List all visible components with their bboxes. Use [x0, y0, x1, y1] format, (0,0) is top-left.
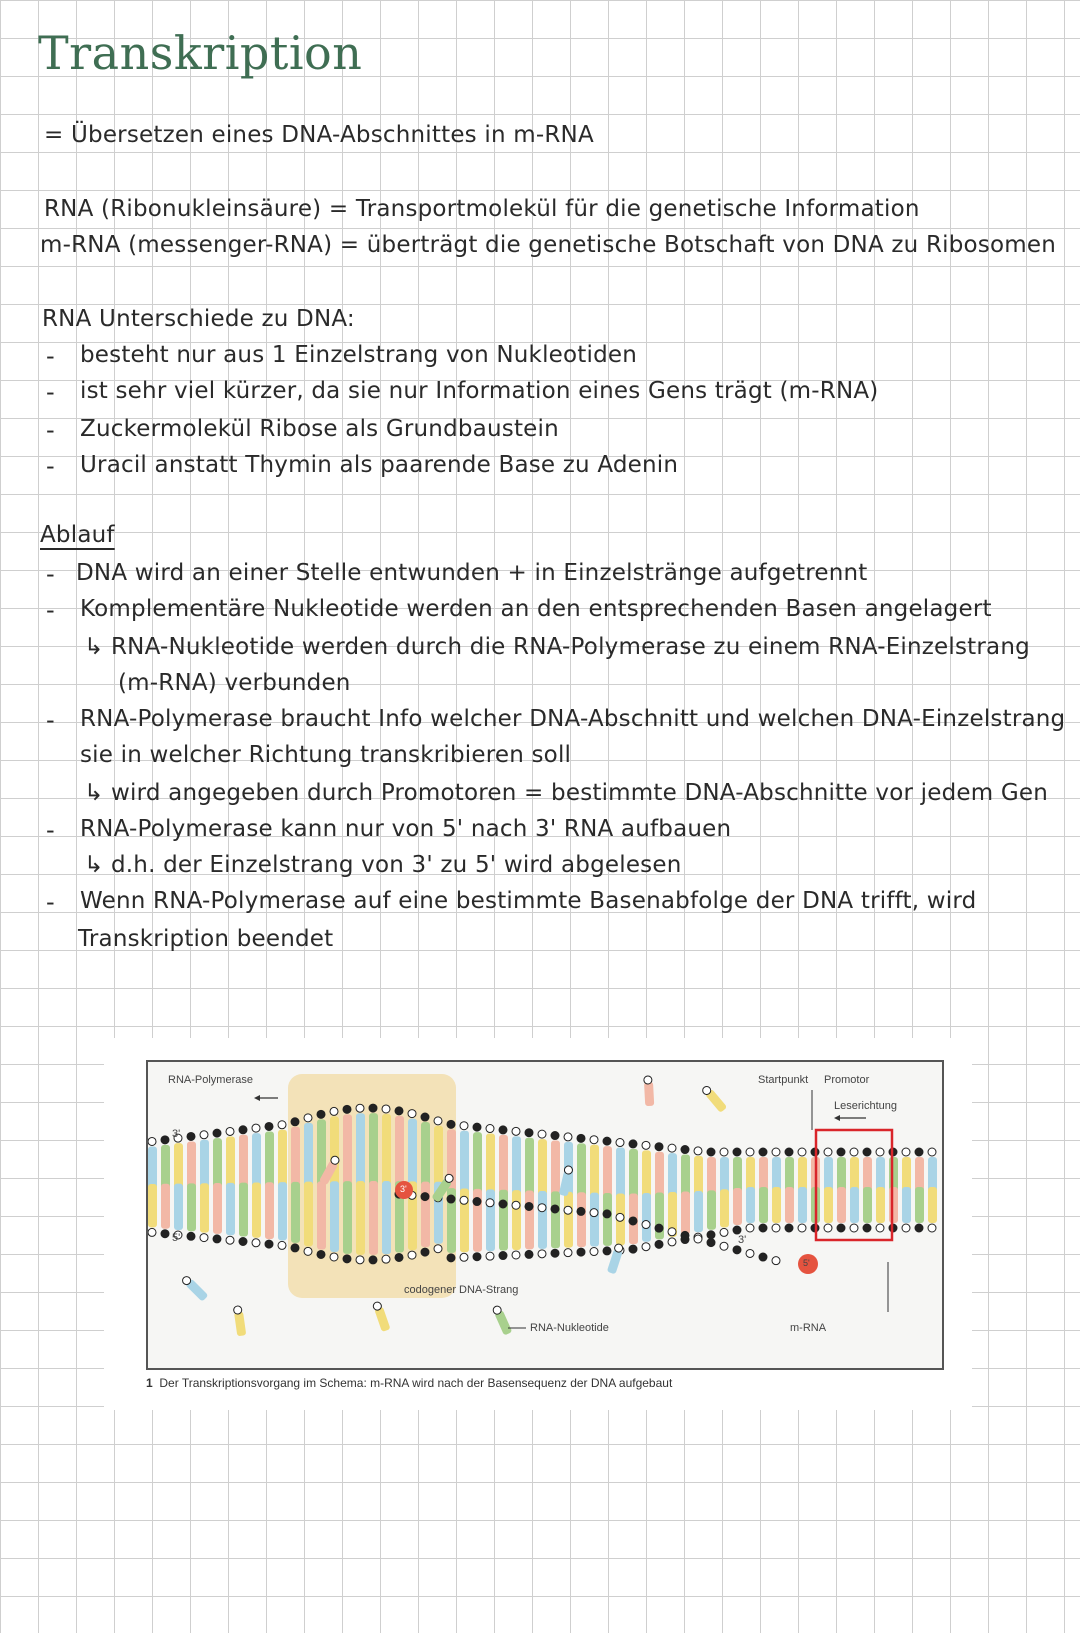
caption-text: Der Transkriptionsvorgang im Schema: m-RNA wird nach der Basensequenz der DNA aufgebaut — [159, 1376, 673, 1390]
backbone-bead — [655, 1143, 663, 1151]
label-five-prime-rna: 5' — [803, 1258, 810, 1268]
nucleotide-base — [538, 1139, 547, 1197]
backbone-bead — [629, 1245, 637, 1253]
backbone-bead — [629, 1140, 637, 1148]
bullet-dash: - — [46, 596, 55, 624]
nucleotide-base — [148, 1146, 157, 1189]
backbone-bead — [421, 1113, 429, 1121]
nucleotide-base — [694, 1156, 703, 1197]
rna-bead — [512, 1201, 520, 1209]
label-polymerase: RNA-Polymerase — [168, 1074, 253, 1086]
nucleotide-base — [421, 1182, 430, 1248]
rna-bead — [720, 1242, 728, 1250]
backbone-bead — [538, 1250, 546, 1258]
backbone-bead — [200, 1131, 208, 1139]
nucleotide-base — [681, 1192, 690, 1235]
label-three-prime: 3' — [172, 1128, 181, 1140]
nucleotide-base — [538, 1191, 547, 1249]
free-nucleotide — [701, 1084, 727, 1113]
backbone-bead — [837, 1148, 845, 1156]
backbone-bead — [928, 1148, 936, 1156]
page-title: Transkription — [38, 26, 363, 80]
nucleotide-base — [512, 1136, 521, 1196]
ablauf-subitem: ↳ d.h. der Einzelstrang von 3' zu 5' wird abgelesen — [84, 852, 682, 878]
backbone-bead — [265, 1240, 273, 1248]
nucleotide-base — [434, 1126, 443, 1188]
backbone-bead — [148, 1228, 156, 1236]
backbone-bead — [161, 1230, 169, 1238]
nucleotide-base — [382, 1181, 391, 1254]
nucleotide-base — [889, 1187, 898, 1223]
nucleotide-base — [486, 1134, 495, 1196]
nucleotide-base — [200, 1140, 209, 1189]
backbone-bead — [369, 1256, 377, 1264]
backbone-bead — [252, 1124, 260, 1132]
backbone-bead — [915, 1148, 923, 1156]
ablauf-item: RNA-Polymerase braucht Info welcher DNA-Abschnitt und welchen DNA-Einzelstrang — [80, 706, 1066, 732]
nucleotide-base — [304, 1182, 313, 1247]
dna-strands — [148, 1076, 937, 1337]
difference-item: Uracil anstatt Thymin als paarende Base zu Adenin — [80, 452, 679, 478]
label-mrna: m-RNA — [790, 1322, 827, 1334]
backbone-bead — [772, 1148, 780, 1156]
backbone-bead — [785, 1224, 793, 1232]
nucleotide-base — [174, 1184, 183, 1230]
nucleotide-base — [720, 1189, 729, 1227]
nucleotide-base — [161, 1184, 170, 1229]
nucleotide-base — [356, 1181, 365, 1255]
nucleotide-base — [421, 1122, 430, 1188]
backbone-bead — [499, 1126, 507, 1134]
nucleotide-base — [733, 1188, 742, 1225]
ablauf-continuation: (m-RNA) verbunden — [118, 670, 351, 696]
nucleotide-base — [213, 1183, 222, 1234]
bullet-dash: - — [46, 452, 55, 480]
backbone-bead — [616, 1139, 624, 1147]
backbone-bead — [486, 1125, 494, 1133]
backbone-bead — [447, 1120, 455, 1128]
nucleotide-base — [252, 1133, 261, 1188]
backbone-bead — [265, 1122, 273, 1130]
nucleotide-base — [460, 1131, 469, 1195]
backbone-bead — [408, 1110, 416, 1118]
figure-frame — [146, 1060, 944, 1370]
nucleotide-base — [473, 1132, 482, 1195]
backbone-bead — [564, 1249, 572, 1257]
backbone-bead — [876, 1224, 884, 1232]
free-nucleotide — [492, 1304, 512, 1335]
mrna-definition: m-RNA (messenger-RNA) = überträgt die genetische Botschaft von DNA zu Ribosomen — [40, 232, 1056, 258]
nucleotide-base — [681, 1155, 690, 1198]
backbone-bead — [837, 1224, 845, 1232]
rna-bead — [759, 1253, 767, 1261]
backbone-bead — [512, 1251, 520, 1259]
nucleotide-base — [278, 1182, 287, 1240]
transcription-figure — [104, 1038, 972, 1410]
backbone-bead — [759, 1224, 767, 1232]
backbone-bead — [928, 1224, 936, 1232]
label-leserichtung: Leserichtung — [834, 1100, 897, 1112]
backbone-bead — [213, 1235, 221, 1243]
nucleotide-base — [499, 1190, 508, 1251]
nucleotide-base — [863, 1187, 872, 1223]
nucleotide-base — [148, 1184, 157, 1227]
backbone-bead — [473, 1253, 481, 1261]
backbone-bead — [200, 1234, 208, 1242]
backbone-bead — [746, 1224, 754, 1232]
nucleotide-base — [616, 1148, 625, 1200]
backbone-bead — [707, 1148, 715, 1156]
backbone-bead — [603, 1137, 611, 1145]
ablauf-item: Wenn RNA-Polymerase auf eine bestimmte Basenabfolge der DNA trifft, wird — [80, 888, 977, 914]
rna-bead — [629, 1217, 637, 1225]
backbone-bead — [759, 1148, 767, 1156]
nucleotide-base — [369, 1181, 378, 1255]
nucleotide-base — [876, 1187, 885, 1223]
backbone-bead — [590, 1248, 598, 1256]
backbone-bead — [434, 1245, 442, 1253]
backbone-bead — [876, 1148, 884, 1156]
backbone-bead — [863, 1148, 871, 1156]
backbone-bead — [785, 1148, 793, 1156]
leserichtung-arrow-head — [834, 1115, 840, 1121]
backbone-bead — [564, 1133, 572, 1141]
nucleotide-base — [837, 1187, 846, 1223]
rna-bead — [668, 1228, 676, 1236]
bullet-dash: - — [46, 816, 55, 844]
ablauf-subitem: ↳ RNA-Nukleotide werden durch die RNA-Polymerase zu einem RNA-Einzelstrang — [84, 634, 1030, 660]
backbone-bead — [161, 1136, 169, 1144]
backbone-bead — [850, 1148, 858, 1156]
rna-bead — [447, 1195, 455, 1203]
difference-item: besteht nur aus 1 Einzelstrang von Nukleotiden — [80, 342, 638, 368]
rna-bead — [694, 1235, 702, 1243]
backbone-bead — [330, 1253, 338, 1261]
backbone-bead — [291, 1244, 299, 1252]
nucleotide-base — [590, 1193, 599, 1247]
rna-bead — [564, 1206, 572, 1214]
bullet-dash: - — [46, 416, 55, 444]
nucleotide-base — [655, 1152, 664, 1199]
backbone-bead — [356, 1104, 364, 1112]
figure-caption — [146, 1376, 672, 1390]
rna-bead — [499, 1200, 507, 1208]
caption-number: 1 — [146, 1376, 153, 1390]
nucleotide-base — [785, 1187, 794, 1223]
bullet-dash: - — [46, 342, 55, 370]
backbone-bead — [681, 1146, 689, 1154]
backbone-bead — [291, 1118, 299, 1126]
free-nucleotide — [644, 1076, 655, 1106]
nucleotide-base — [928, 1187, 937, 1223]
backbone-bead — [733, 1148, 741, 1156]
backbone-bead — [395, 1253, 403, 1261]
nucleotide-base — [642, 1193, 651, 1242]
nucleotide-base — [603, 1146, 612, 1199]
nucleotide-base — [187, 1141, 196, 1189]
nucleotide-base — [850, 1187, 859, 1223]
backbone-bead — [850, 1224, 858, 1232]
backbone-bead — [720, 1148, 728, 1156]
backbone-bead — [187, 1232, 195, 1240]
nucleotide-base — [772, 1187, 781, 1223]
rna-bead — [707, 1239, 715, 1247]
rna-bead — [746, 1249, 754, 1257]
nucleotide-base — [265, 1182, 274, 1239]
backbone-bead — [148, 1137, 156, 1145]
free-nucleotide — [181, 1274, 209, 1302]
nucleotide-base — [668, 1153, 677, 1198]
differences-heading: RNA Unterschiede zu DNA: — [42, 306, 355, 332]
nucleotide-base — [343, 1114, 352, 1187]
backbone-bead — [356, 1256, 364, 1264]
backbone-bead — [226, 1236, 234, 1244]
backbone-bead — [733, 1226, 741, 1234]
ablauf-item: DNA wird an einer Stelle entwunden + in Einzelstränge aufgetrennt — [76, 560, 868, 586]
label-three-prime-dna: 3' — [738, 1234, 747, 1246]
nucleotide-base — [577, 1143, 586, 1198]
rna-bead — [590, 1209, 598, 1217]
backbone-bead — [707, 1231, 715, 1239]
backbone-bead — [239, 1126, 247, 1134]
backbone-bead — [486, 1252, 494, 1260]
ablauf-heading: Ablauf — [40, 522, 115, 548]
backbone-bead — [798, 1224, 806, 1232]
rna-bead — [577, 1207, 585, 1215]
rna-definition: RNA (Ribonukleinsäure) = Transportmolekül für die genetische Information — [44, 196, 920, 222]
nucleotide-base — [525, 1191, 534, 1250]
backbone-bead — [538, 1130, 546, 1138]
nucleotide-base — [291, 1127, 300, 1188]
difference-item: ist sehr viel kürzer, da sie nur Information eines Gens trägt (m-RNA) — [80, 378, 879, 404]
nucleotide-base — [564, 1192, 573, 1248]
backbone-bead — [421, 1248, 429, 1256]
backbone-bead — [226, 1127, 234, 1135]
rna-bead — [551, 1205, 559, 1213]
backbone-bead — [642, 1141, 650, 1149]
backbone-bead — [603, 1247, 611, 1255]
backbone-bead — [720, 1228, 728, 1236]
bullet-dash: - — [46, 378, 55, 406]
backbone-bead — [395, 1107, 403, 1115]
ablauf-item: RNA-Polymerase kann nur von 5' nach 3' RNA aufbauen — [80, 816, 732, 842]
backbone-bead — [382, 1255, 390, 1263]
backbone-bead — [473, 1123, 481, 1131]
backbone-bead — [499, 1252, 507, 1260]
nucleotide-base — [343, 1181, 352, 1254]
backbone-bead — [590, 1136, 598, 1144]
nucleotide-base — [590, 1145, 599, 1199]
nucleotide-base — [187, 1183, 196, 1231]
rna-bead — [460, 1196, 468, 1204]
nucleotide-base — [226, 1136, 235, 1188]
bullet-dash: - — [46, 560, 55, 588]
backbone-bead — [512, 1127, 520, 1135]
nucleotide-base — [551, 1191, 560, 1248]
backbone-bead — [343, 1105, 351, 1113]
definition-text: = Übersetzen eines DNA-Abschnittes in m-RNA — [44, 122, 594, 148]
backbone-bead — [369, 1104, 377, 1112]
ablauf-continuation: Transkription beendet — [78, 926, 334, 952]
nucleotide-base — [915, 1187, 924, 1223]
backbone-bead — [902, 1224, 910, 1232]
backbone-bead — [824, 1224, 832, 1232]
nucleotide-base — [382, 1114, 391, 1187]
nucleotide-base — [746, 1187, 755, 1223]
rna-bead — [525, 1202, 533, 1210]
backbone-bead — [824, 1148, 832, 1156]
backbone-bead — [239, 1238, 247, 1246]
backbone-bead — [525, 1250, 533, 1258]
backbone-bead — [655, 1240, 663, 1248]
label-three-prime-rna: 3' — [400, 1184, 407, 1194]
backbone-bead — [460, 1253, 468, 1261]
backbone-bead — [330, 1107, 338, 1115]
backbone-bead — [915, 1224, 923, 1232]
nucleotide-base — [629, 1149, 638, 1200]
backbone-bead — [447, 1254, 455, 1262]
label-startpunkt: Startpunkt — [758, 1074, 809, 1086]
label-five-prime: 5' — [172, 1232, 181, 1244]
rna-bead — [421, 1193, 429, 1201]
rna-bead — [603, 1210, 611, 1218]
free-nucleotide — [372, 1301, 390, 1332]
rna-bead — [473, 1198, 481, 1206]
rna-bead — [616, 1213, 624, 1221]
backbone-bead — [902, 1148, 910, 1156]
backbone-bead — [577, 1248, 585, 1256]
nucleotide-base — [824, 1187, 833, 1223]
backbone-bead — [772, 1224, 780, 1232]
backbone-bead — [525, 1129, 533, 1137]
nucleotide-base — [642, 1150, 651, 1199]
backbone-bead — [642, 1243, 650, 1251]
rna-bead — [655, 1224, 663, 1232]
nucleotide-base — [304, 1123, 313, 1188]
nucleotide-base — [330, 1181, 339, 1252]
difference-item: Zuckermolekül Ribose als Grundbaustein — [80, 416, 559, 442]
nucleotide-base — [252, 1182, 261, 1237]
backbone-bead — [460, 1122, 468, 1130]
backbone-bead — [694, 1147, 702, 1155]
nucleotide-base — [395, 1116, 404, 1187]
nucleotide-base — [226, 1183, 235, 1235]
backbone-bead — [187, 1132, 195, 1140]
backbone-bead — [317, 1250, 325, 1258]
backbone-bead — [382, 1105, 390, 1113]
backbone-bead — [668, 1144, 676, 1152]
nucleotide-base — [512, 1190, 521, 1250]
backbone-bead — [408, 1251, 416, 1259]
nucleotide-base — [499, 1135, 508, 1196]
nucleotide-base — [265, 1131, 274, 1188]
bullet-dash: - — [46, 888, 55, 916]
backbone-bead — [577, 1134, 585, 1142]
rna-bead — [538, 1204, 546, 1212]
backbone-bead — [252, 1239, 260, 1247]
nucleotide-base — [798, 1187, 807, 1223]
nucleotide-base — [356, 1113, 365, 1187]
nucleotide-base — [239, 1183, 248, 1237]
backbone-bead — [668, 1238, 676, 1246]
nucleotide-base — [161, 1145, 170, 1190]
backbone-bead — [863, 1224, 871, 1232]
ablauf-item: Komplementäre Nukleotide werden an den entsprechenden Basen angelagert — [80, 596, 992, 622]
backbone-bead — [551, 1132, 559, 1140]
backbone-bead — [343, 1255, 351, 1263]
backbone-bead — [798, 1148, 806, 1156]
label-codogen: codogener DNA-Strang — [404, 1284, 519, 1296]
bullet-dash: - — [46, 706, 55, 734]
label-nukleotide: RNA-Nukleotide — [530, 1322, 609, 1334]
backbone-bead — [304, 1247, 312, 1255]
free-nucleotide — [233, 1305, 246, 1336]
nucleotide-base — [694, 1191, 703, 1232]
backbone-bead — [317, 1110, 325, 1118]
nucleotide-base — [603, 1193, 612, 1246]
backbone-bead — [278, 1121, 286, 1129]
nucleotide-base — [369, 1113, 378, 1187]
nucleotide-base — [200, 1183, 209, 1232]
nucleotide-base — [525, 1138, 534, 1197]
nucleotide-base — [759, 1187, 768, 1223]
nucleotide-base — [213, 1138, 222, 1189]
nucleotide-base — [239, 1135, 248, 1189]
rna-bead — [486, 1199, 494, 1207]
backbone-bead — [434, 1117, 442, 1125]
rna-bead — [681, 1231, 689, 1239]
nucleotide-base — [317, 1181, 326, 1249]
nucleotide-base — [551, 1141, 560, 1198]
backbone-bead — [304, 1114, 312, 1122]
backbone-bead — [213, 1129, 221, 1137]
label-promotor: Promotor — [824, 1074, 870, 1086]
nucleotide-base — [902, 1187, 911, 1223]
nucleotide-base — [577, 1192, 586, 1247]
nucleotide-base — [707, 1190, 716, 1229]
backbone-bead — [278, 1241, 286, 1249]
nucleotide-base — [291, 1182, 300, 1243]
backbone-bead — [746, 1148, 754, 1156]
ablauf-continuation: sie in welcher Richtung transkribieren soll — [80, 742, 572, 768]
rna-bead — [733, 1246, 741, 1254]
rna-bead — [642, 1221, 650, 1229]
backbone-bead — [551, 1249, 559, 1257]
nucleotide-base — [278, 1130, 287, 1188]
polymerase-arrow-head — [254, 1095, 260, 1101]
nucleotide-base — [408, 1119, 417, 1188]
rna-bead — [772, 1257, 780, 1265]
nucleotide-base — [174, 1143, 183, 1189]
ablauf-subitem: ↳ wird angegeben durch Promotoren = bestimmte DNA-Abschnitte vor jedem Gen — [84, 780, 1049, 806]
